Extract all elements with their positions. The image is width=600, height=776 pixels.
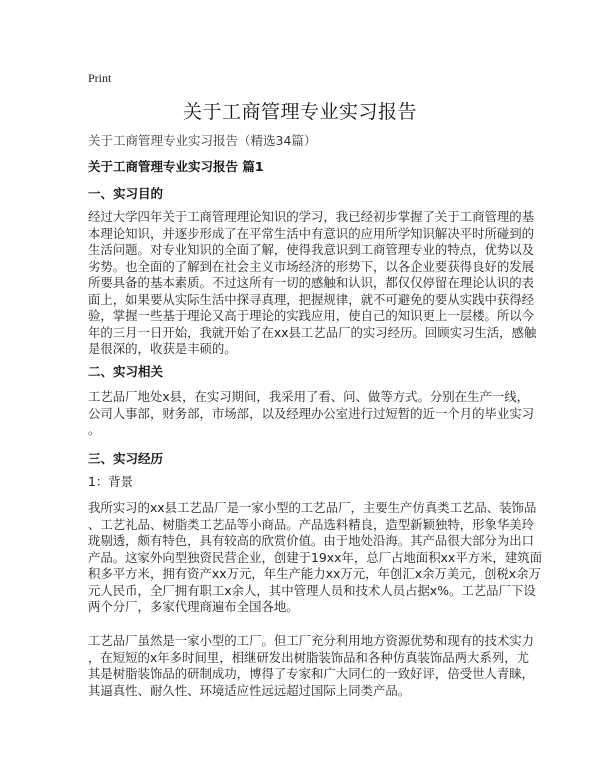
text-line: 积多平方米，拥有资产xx万元，年生产能力xx万元，年创汇x余万美元，创税x余万	[88, 566, 541, 581]
text-line: 验，掌握一些基于理论又高于理论的实践应用，使自己的知识更上一层楼。所以今	[88, 308, 535, 323]
text-line: 、工艺礼品、树脂类工艺品等小商品。产品选料精良，造型新颖独特，形象华美玲	[88, 516, 535, 532]
text-line: 我所实习的xx县工艺品厂是一家小型的工艺品厂，主要生产仿真类工艺品、装饰品	[88, 500, 537, 515]
text-line: 本理论知识，并逐步形成了在平常生活中有意识的应用所学知识解决平时所碰到的	[88, 225, 535, 241]
paragraph-factory	[88, 633, 535, 699]
subheading-background	[88, 474, 518, 491]
paragraph-purpose	[88, 209, 537, 358]
section-heading-related: 二、实习相关	[88, 364, 164, 379]
section-heading-purpose: 一、实习目的	[88, 186, 164, 201]
text-line: 。	[88, 422, 101, 437]
text-line: 元人民币，全厂拥有职工x余人，其中管理人员和技术人员占据x%。工艺品厂下设	[88, 582, 536, 598]
text-line: 珑剔透，颇有特色，具有较高的欣赏价值。由于地处沿海。其产品很大部分为出口	[88, 533, 535, 548]
text-line: 是很深的，收获是丰硕的。	[88, 341, 237, 356]
text-line: 生活问题。对专业知识的全面了解，使得我意识到工商管理专业的特点，优势以及	[88, 242, 535, 257]
text-line: 所要具备的基本素质。不过这所有一切的感触和认识，都仅仅停留在理论认识的表	[88, 275, 535, 290]
text-line: 面上，如果要从实际生活中探寻真理，把握规律，就不可避免的要从实践中获得经	[88, 291, 535, 307]
section-heading-experience: 三、实习经历	[88, 451, 164, 466]
text-line: 工艺品厂地处x县，在实习期间，我采用了看、问、做等方式。分别在生产一线，	[88, 389, 530, 404]
text-line: ，在短短的x年多时间里，相继研发出树脂装饰品和各种仿真装饰品两大系列，尤	[88, 649, 530, 665]
text-line: 两个分厂，多家代理商遍布全国各地。	[88, 599, 299, 614]
text-line: 工艺品厂虽然是一家小型的工厂。但工厂充分利用地方资源优势和现有的技术实力	[88, 633, 535, 648]
text-line: 1：背景	[88, 474, 134, 489]
text-line: 公司人事部，财务部，市场部，以及经理办公室进行过短暂的近一个月的毕业实习	[88, 405, 535, 421]
text-line: 年的三月一日开始，我就开始了在xx县工艺品厂的实习经历。回顾实习生活，感触	[88, 324, 537, 340]
article-heading: 关于工商管理专业实习报告 篇1	[88, 159, 264, 174]
text-line: 其逼真性、耐久性、环境适应性远远超过国际上同类产品。	[88, 682, 411, 698]
text-line: 其是树脂装饰品的研制成功，博得了专家和广大同仁的一致好评，倍受世人青睐，	[88, 666, 535, 681]
paragraph-background	[88, 500, 542, 616]
paragraph-related	[88, 389, 535, 439]
text-line: 劣势。也全面的了解到在社会主义市场经济的形势下，以各企业要获得良好的发展	[88, 258, 535, 274]
document-title: 关于工商管理专业实习报告	[182, 101, 417, 123]
text-line: 产品。这家外向型独资民营企业，创建于19xx年，总厂占地面积xx平方米，建筑面	[88, 549, 542, 565]
document-subtitle: 关于工商管理专业实习报告（精选34篇）	[88, 133, 317, 148]
text-line: 经过大学四年关于工商管理理论知识的学习，我已经初步掌握了关于工商管理的基	[88, 209, 535, 224]
print-label: Print	[88, 71, 112, 85]
